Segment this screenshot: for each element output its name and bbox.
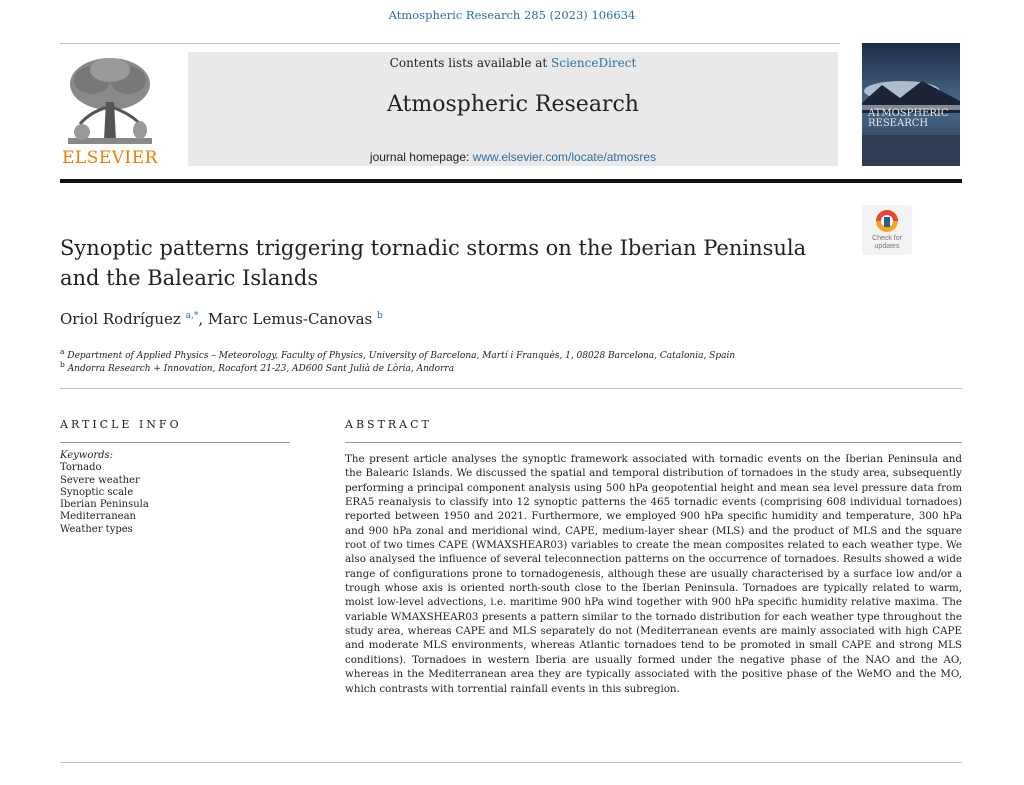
- check-updates-label: [862, 235, 912, 251]
- check-updates-icon: [862, 207, 912, 237]
- keywords-block: [60, 450, 149, 536]
- article-info-rule: [60, 442, 290, 443]
- affiliation: [60, 359, 454, 375]
- article-title: Synoptic patterns triggering tornadic storms on the Iberian Peninsula and the Balearic Islands: [60, 236, 807, 290]
- abstract-rule: [345, 442, 962, 443]
- keyword: Mediterranean: [60, 511, 136, 523]
- author-affiliation-mark[interactable]: b: [377, 311, 383, 321]
- affiliation-mark: b: [60, 360, 65, 369]
- cover-title: ATMOSPHERIC RESEARCH: [868, 108, 949, 129]
- elsevier-tree-icon: [60, 52, 160, 152]
- cover-image: [862, 43, 960, 166]
- journal-name: Atmospheric Research: [387, 92, 639, 117]
- author-name[interactable]: Marc Lemus-Canovas: [207, 310, 373, 328]
- keyword: Synoptic scale: [60, 486, 134, 498]
- abstract-heading: ABSTRACT: [345, 418, 432, 431]
- homepage-line: [188, 150, 838, 164]
- abstract-bottom-rule: [60, 762, 962, 763]
- keyword: Tornado: [60, 462, 102, 474]
- affiliation-text: Andorra Research + Innovation, Rocafort 21-23, AD600 Sant Julià de Lòria, Andorra: [67, 364, 455, 374]
- header-top-rule: [60, 43, 840, 44]
- sciencedirect-link[interactable]: ScienceDirect: [551, 56, 637, 70]
- affiliation-rule: [60, 388, 962, 389]
- keyword: Iberian Peninsula: [60, 499, 149, 511]
- contents-prefix: Contents lists available at: [389, 56, 552, 70]
- publisher-name: ELSEVIER: [62, 148, 158, 168]
- affiliation-text: Department of Applied Physics – Meteorology, Faculty of Physics, University of Barcelona, Martí i Franquès, 1, 08028 Barcelona, Catalonia, Spain: [67, 351, 736, 361]
- homepage-link[interactable]: www.elsevier.com/locate/atmosres: [472, 150, 657, 164]
- article-info-heading: ARTICLE INFO: [60, 418, 182, 431]
- keyword: Severe weather: [60, 474, 140, 486]
- keyword: Weather types: [60, 523, 133, 535]
- author-name[interactable]: Oriol Rodríguez: [60, 310, 181, 328]
- abstract-text: The present article analyses the synoptic framework associated with tornadic events on the Iberian Peninsula and the Balearic Islands. We discussed the spatial and temporal distribution of tornadoes in the study area, subsequently performing a principal component analysis using 500 hPa geopotential height and mean sea level pressure data from ERA5 reanalysis to classify into 12 synoptic patterns the 465 tornadic events (comprising 608 individual tornadoes) reported between 1950 and 2021. Furthermore, we employed 900 hPa specific humidity and temperature, 300 hPa and 900 hPa zonal and meridional wind, CAPE, medium-layer shear (MLS) and the product of MLS and the square root of two times CAPE (WMAXSHEAR03) variables to create the mean composites related to each weather type. We also analysed the influence of several teleconnection patterns on the occurrence of tornadoes. Results showed a wide range of configurations prone to tornadogenesis, although these are usually characterised by a surface low and/or a trough whose axis is oriented north-south close to the Iberian Peninsula. Tornadoes are typically related to warm, moist low-level advections, i.e. maritime 900 hPa wind together with 900 hPa specific humidity relative maxima. The variable WMAXSHEAR03 presents a pattern similar to the tornado distribution for each weather type throughout the study area, whereas CAPE and MLS separately do not (Mediterranean events are mainly associated with high CAPE and moderate MLS environments, whereas Atlantic tornadoes tend to be promoted in small CAPE and strong MLS conditions). Tornadoes in western Iberia are usually formed under the negative phase of the NAO and the AO, whereas in the Mediterranean area they are typically associated with the positive phase of the WeMO and the MO, which contrasts with torrential rainfall events in this subregion.: [345, 453, 962, 695]
- check-updates-line1: Check for: [872, 235, 902, 242]
- header-bottom-rule: [60, 179, 962, 183]
- check-for-updates-button[interactable]: [862, 205, 912, 255]
- affiliation-mark: a: [60, 347, 65, 356]
- journal-cover[interactable]: [862, 43, 960, 166]
- contents-line: [188, 56, 838, 70]
- journal-banner: [188, 52, 838, 166]
- check-updates-line2: updates: [874, 243, 900, 250]
- keywords-label: Keywords:: [60, 450, 114, 461]
- author-separator: ,: [198, 310, 208, 328]
- author-list: [60, 310, 383, 328]
- elsevier-logo: [60, 52, 160, 170]
- homepage-prefix: journal homepage:: [369, 150, 473, 164]
- journal-citation[interactable]: Atmospheric Research 285 (2023) 106634: [388, 8, 636, 22]
- author-affiliation-mark[interactable]: a,*: [185, 311, 199, 321]
